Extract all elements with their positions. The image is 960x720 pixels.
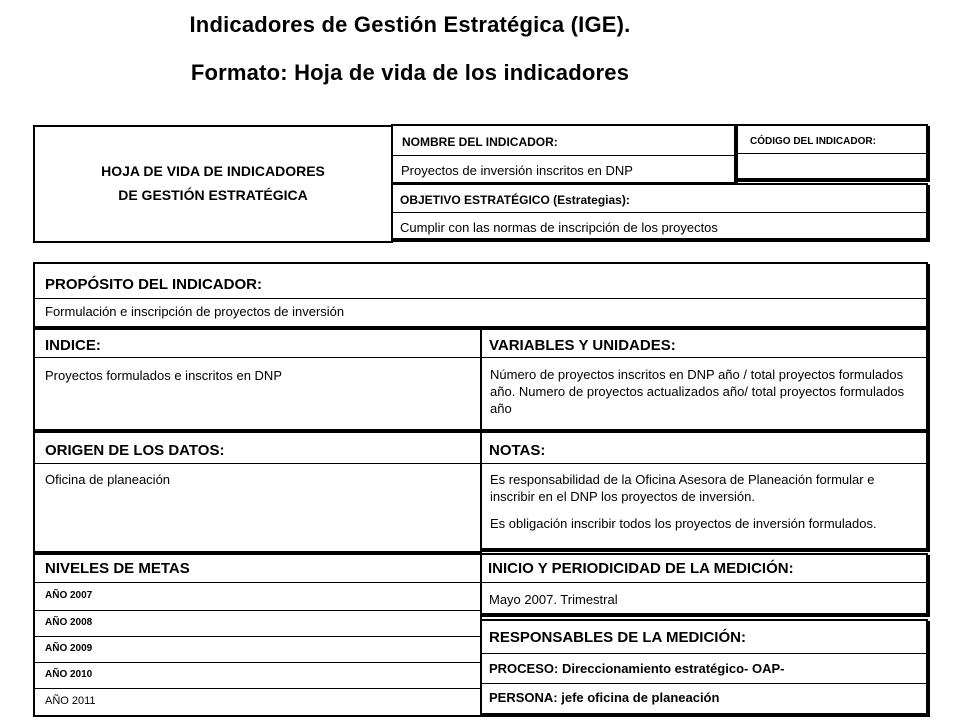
responsables-proceso: PROCESO: Direccionamiento estratégico- OAP- xyxy=(489,661,785,676)
objetivo-estrategico-value: Cumplir con las normas de inscripción de los proyectos xyxy=(400,220,718,235)
notas-paragraph-1: Es responsabilidad de la Oficina Asesora de Planeación formular e inscribir en el DNP los proyectos de inversión. xyxy=(490,472,875,504)
responsables-box xyxy=(480,619,928,715)
indice-label: INDICE: xyxy=(45,337,101,354)
nombre-indicador-value: Proyectos de inversión inscritos en DNP xyxy=(401,163,633,178)
origen-label: ORIGEN DE LOS DATOS: xyxy=(45,442,225,459)
inicio-periodicidad-box xyxy=(480,553,928,615)
hoja-vida-line2: DE GESTIÓN ESTRATÉGICA xyxy=(118,187,308,203)
objetivo-estrategico-label: OBJETIVO ESTRATÉGICO (Estrategias): xyxy=(400,193,630,207)
hoja-vida-line1: HOJA DE VIDA DE INDICADORES xyxy=(101,163,325,179)
hoja-vida-box xyxy=(33,125,393,243)
nombre-indicador-label: NOMBRE DEL INDICADOR: xyxy=(402,135,558,149)
meta-year-2007: AÑO 2007 xyxy=(45,590,93,601)
nombre-indicador-box xyxy=(391,124,736,184)
notas-box xyxy=(480,431,928,550)
meta-year-2009: AÑO 2009 xyxy=(45,643,93,654)
variables-value: Número de proyectos inscritos en DNP año / total proyectos formulados año. Numero de proyectos actualizados año/ total proyectos formulados año xyxy=(490,367,905,416)
variables-box xyxy=(480,328,928,431)
origen-box xyxy=(33,431,482,553)
meta-year-2011: AÑO 2011 xyxy=(45,695,96,707)
objetivo-estrategico-box xyxy=(391,183,928,240)
indice-value: Proyectos formulados e inscritos en DNP xyxy=(45,368,282,383)
notas-label: NOTAS: xyxy=(489,442,546,459)
indice-box xyxy=(33,328,482,431)
proposito-box xyxy=(33,262,928,328)
variables-label: VARIABLES Y UNIDADES: xyxy=(489,337,676,354)
page-title: Indicadores de Gestión Estratégica (IGE). xyxy=(189,12,631,37)
proposito-value: Formulación e inscripción de proyectos de inversión xyxy=(45,304,345,319)
responsables-label: RESPONSABLES DE LA MEDICIÓN: xyxy=(489,629,746,646)
niveles-metas-box xyxy=(33,553,482,717)
codigo-indicador-label: CÓDIGO DEL INDICADOR: xyxy=(750,136,876,147)
hoja-vida-heading xyxy=(35,159,391,207)
codigo-indicador-box xyxy=(736,124,928,180)
responsables-persona: PERSONA: jefe oficina de planeación xyxy=(489,690,720,705)
inicio-periodicidad-value: Mayo 2007. Trimestral xyxy=(489,592,618,607)
proposito-label: PROPÓSITO DEL INDICADOR: xyxy=(45,276,262,293)
meta-year-2008: AÑO 2008 xyxy=(45,617,93,628)
origen-value: Oficina de planeación xyxy=(45,472,171,487)
inicio-periodicidad-label: INICIO Y PERIODICIDAD DE LA MEDICIÓN: xyxy=(488,560,794,577)
page-subtitle: Formato: Hoja de vida de los indicadores xyxy=(190,60,630,85)
niveles-metas-label: NIVELES DE METAS xyxy=(45,560,190,577)
meta-year-2010: AÑO 2010 xyxy=(45,669,93,680)
notas-paragraph-2: Es obligación inscribir todos los proyectos de inversión formulados. xyxy=(490,516,877,531)
